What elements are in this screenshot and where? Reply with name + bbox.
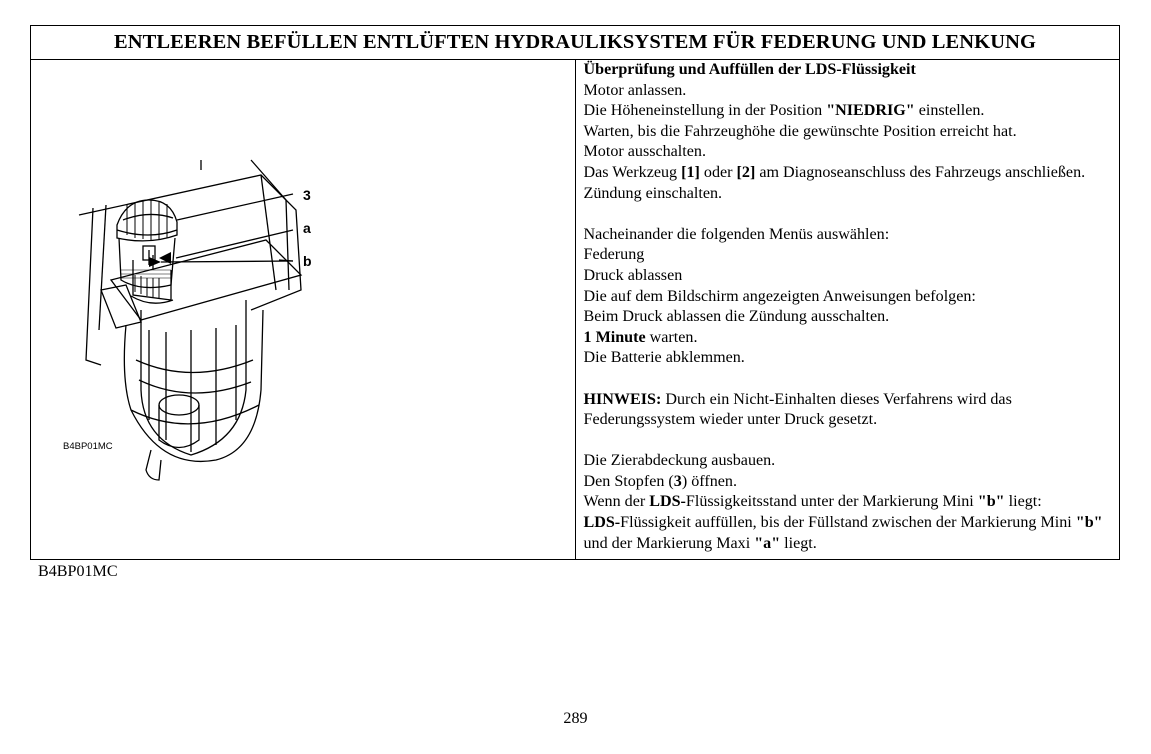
step-line: Nacheinander die folgenden Menüs auswählen: xyxy=(583,225,890,243)
figure-code: B4BP01MC xyxy=(63,441,113,452)
ledge xyxy=(111,240,301,320)
step-line: LDS-Flüssigkeit auffüllen, bis der Füllstand zwischen der Markierung Mini "b" und der Markierung Maxi "a" liegt. xyxy=(583,514,1103,552)
callout-b-line xyxy=(161,261,293,262)
step-line: 1 Minute warten. xyxy=(583,328,698,346)
step-line: Motor anlassen. xyxy=(583,81,687,99)
step-line: Die auf dem Bildschirm angezeigten Anweisungen befolgen: xyxy=(583,287,976,305)
step-line: Das Werkzeug [1] oder [2] am Diagnoseanschluss des Fahrzeugs anschließen. xyxy=(583,163,1086,181)
step-line: Die Batterie abklemmen. xyxy=(583,349,745,367)
step-line: Warten, bis die Fahrzeughöhe die gewünschte Position erreicht hat. xyxy=(583,122,1017,140)
menu-item: Federung xyxy=(583,246,645,264)
page-title: ENTLEEREN BEFÜLLEN ENTLÜFTEN HYDRAULIKSYSTEM FÜR FEDERUNG UND LENKUNG xyxy=(31,26,1120,60)
figure-caption: B4BP01MC xyxy=(38,563,118,580)
note: HINWEIS: Durch ein Nicht-Einhalten dieses Verfahrens wird das Federungssystem wieder unter Druck gesetzt. xyxy=(583,390,1012,429)
callout-a: a xyxy=(303,220,311,236)
menu-item: Druck ablassen xyxy=(583,266,683,284)
step-line: Beim Druck ablassen die Zündung ausschalten. xyxy=(583,308,890,326)
callout-a-line xyxy=(176,230,293,258)
step-line: Motor ausschalten. xyxy=(583,143,706,161)
callout-b: b xyxy=(303,253,312,269)
step-line: Zündung einschalten. xyxy=(583,184,723,202)
page-number: 289 xyxy=(563,710,588,727)
instructions-cell xyxy=(575,60,1120,560)
callout-3: 3 xyxy=(303,187,311,203)
figure-cell xyxy=(31,60,576,560)
step-line: Wenn der LDS-Flüssigkeitsstand unter der Markierung Mini "b" liegt: xyxy=(583,493,1042,511)
step-line: Die Höheneinstellung in der Position "NIEDRIG" einstellen. xyxy=(583,102,985,120)
reservoir-illustration xyxy=(31,60,383,560)
procedure-table xyxy=(30,25,1120,560)
step-line: Die Zierabdeckung ausbauen. xyxy=(583,452,776,470)
note-label: HINWEIS: xyxy=(583,390,662,408)
step-line: Den Stopfen (3) öffnen. xyxy=(583,472,737,490)
reservoir-body xyxy=(141,300,246,455)
section-heading: Überprüfung und Auffüllen der LDS-Flüssigkeit xyxy=(583,61,916,78)
callout-3-line xyxy=(177,194,293,220)
